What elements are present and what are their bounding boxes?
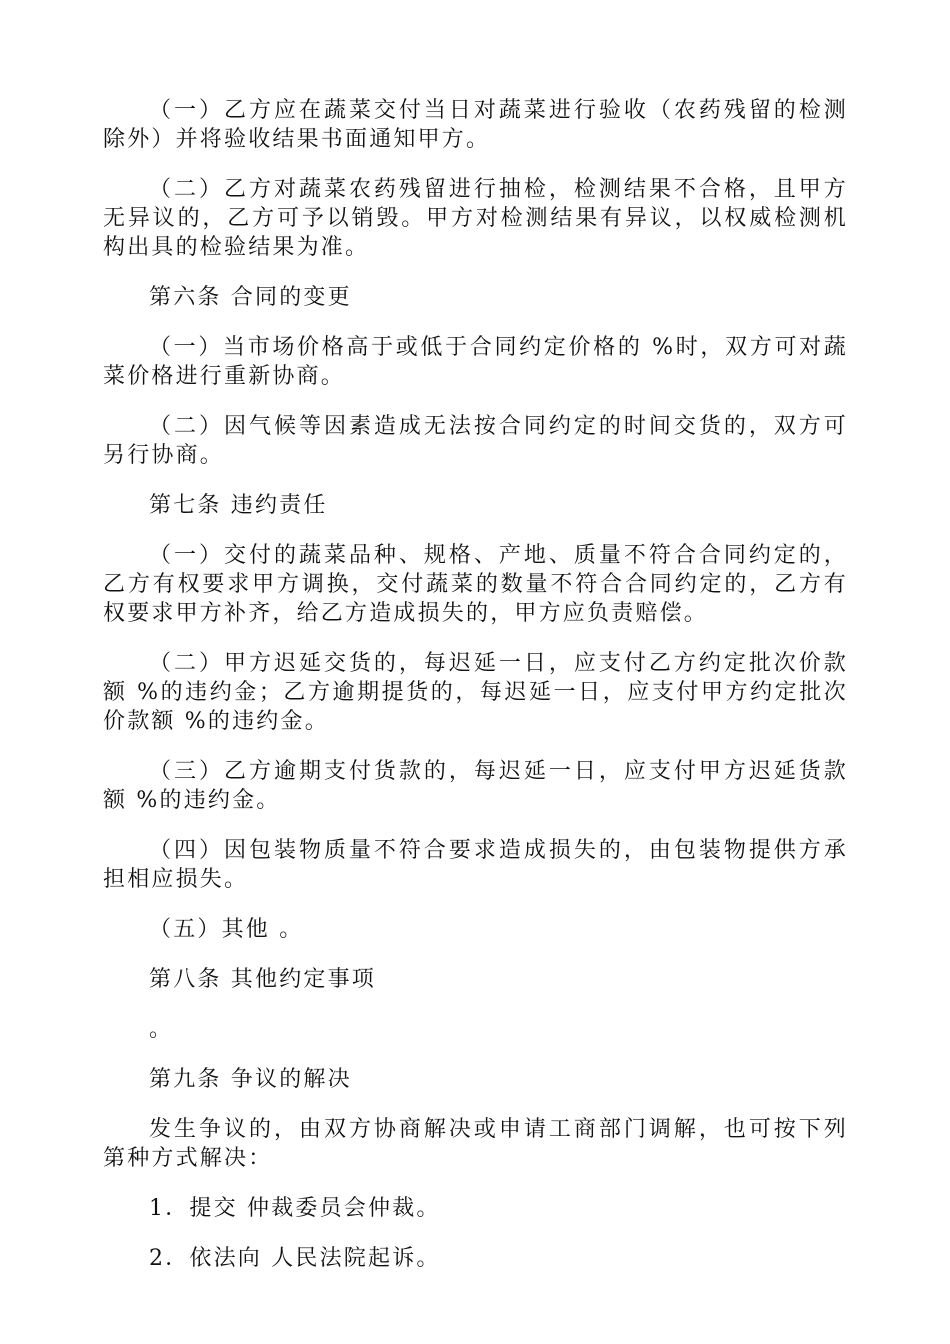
- clause-dispute-resolution: 发生争议的，由双方协商解决或申请工商部门调解，也可按下列第种方式解决：: [103, 1117, 848, 1171]
- document-page: [103, 96, 848, 1273]
- clause-late-payment-penalty: （三）乙方逾期支付货款的，每迟延一日，应支付甲方迟延货款额 %的违约金。: [103, 759, 848, 813]
- clause-other: （五）其他 。: [149, 917, 304, 942]
- article-8-body: 。: [149, 1017, 174, 1042]
- clause-pesticide-residue-check: （二）乙方对蔬菜农药残留进行抽检，检测结果不合格，且甲方无异议的，乙方可予以销毁。甲方对检测结果有异议，以权威检测机构出具的检验结果为准。: [103, 177, 848, 260]
- clause-late-delivery-penalty: （二）甲方迟延交货的，每迟延一日，应支付乙方约定批次价款额 %的违约金；乙方逾期提货的，每迟延一日，应支付甲方约定批次价款额 %的违约金。: [103, 651, 848, 734]
- option-arbitration: 1．提交 仲裁委员会仲裁。: [149, 1196, 441, 1221]
- clause-price-renegotiation: （一）当市场价格高于或低于合同约定价格的 %时，双方可对蔬菜价格进行重新协商。: [103, 335, 848, 389]
- clause-nonconforming-delivery: （一）交付的蔬菜品种、规格、产地、质量不符合合同约定的，乙方有权要求甲方调换，交付蔬菜的数量不符合合同约定的，乙方有权要求甲方补齐，给乙方造成损失的，甲方应负责赔偿。: [103, 543, 848, 626]
- option-court: 2．依法向 人民法院起诉。: [149, 1246, 441, 1271]
- clause-inspection-acceptance: （一）乙方应在蔬菜交付当日对蔬菜进行验收（农药残留的检测除外）并将验收结果书面通知甲方。: [103, 98, 848, 152]
- article-6-heading: 第六条 合同的变更: [149, 285, 352, 310]
- article-8-heading: 第八条 其他约定事项: [149, 967, 376, 992]
- article-9-heading: 第九条 争议的解决: [149, 1067, 352, 1092]
- article-7-heading: 第七条 违约责任: [149, 493, 328, 518]
- clause-weather-delay: （二）因气候等因素造成无法按合同约定的时间交货的，双方可另行协商。: [103, 414, 848, 468]
- clause-packaging-loss: （四）因包装物质量不符合要求造成损失的，由包装物提供方承担相应损失。: [103, 838, 848, 892]
